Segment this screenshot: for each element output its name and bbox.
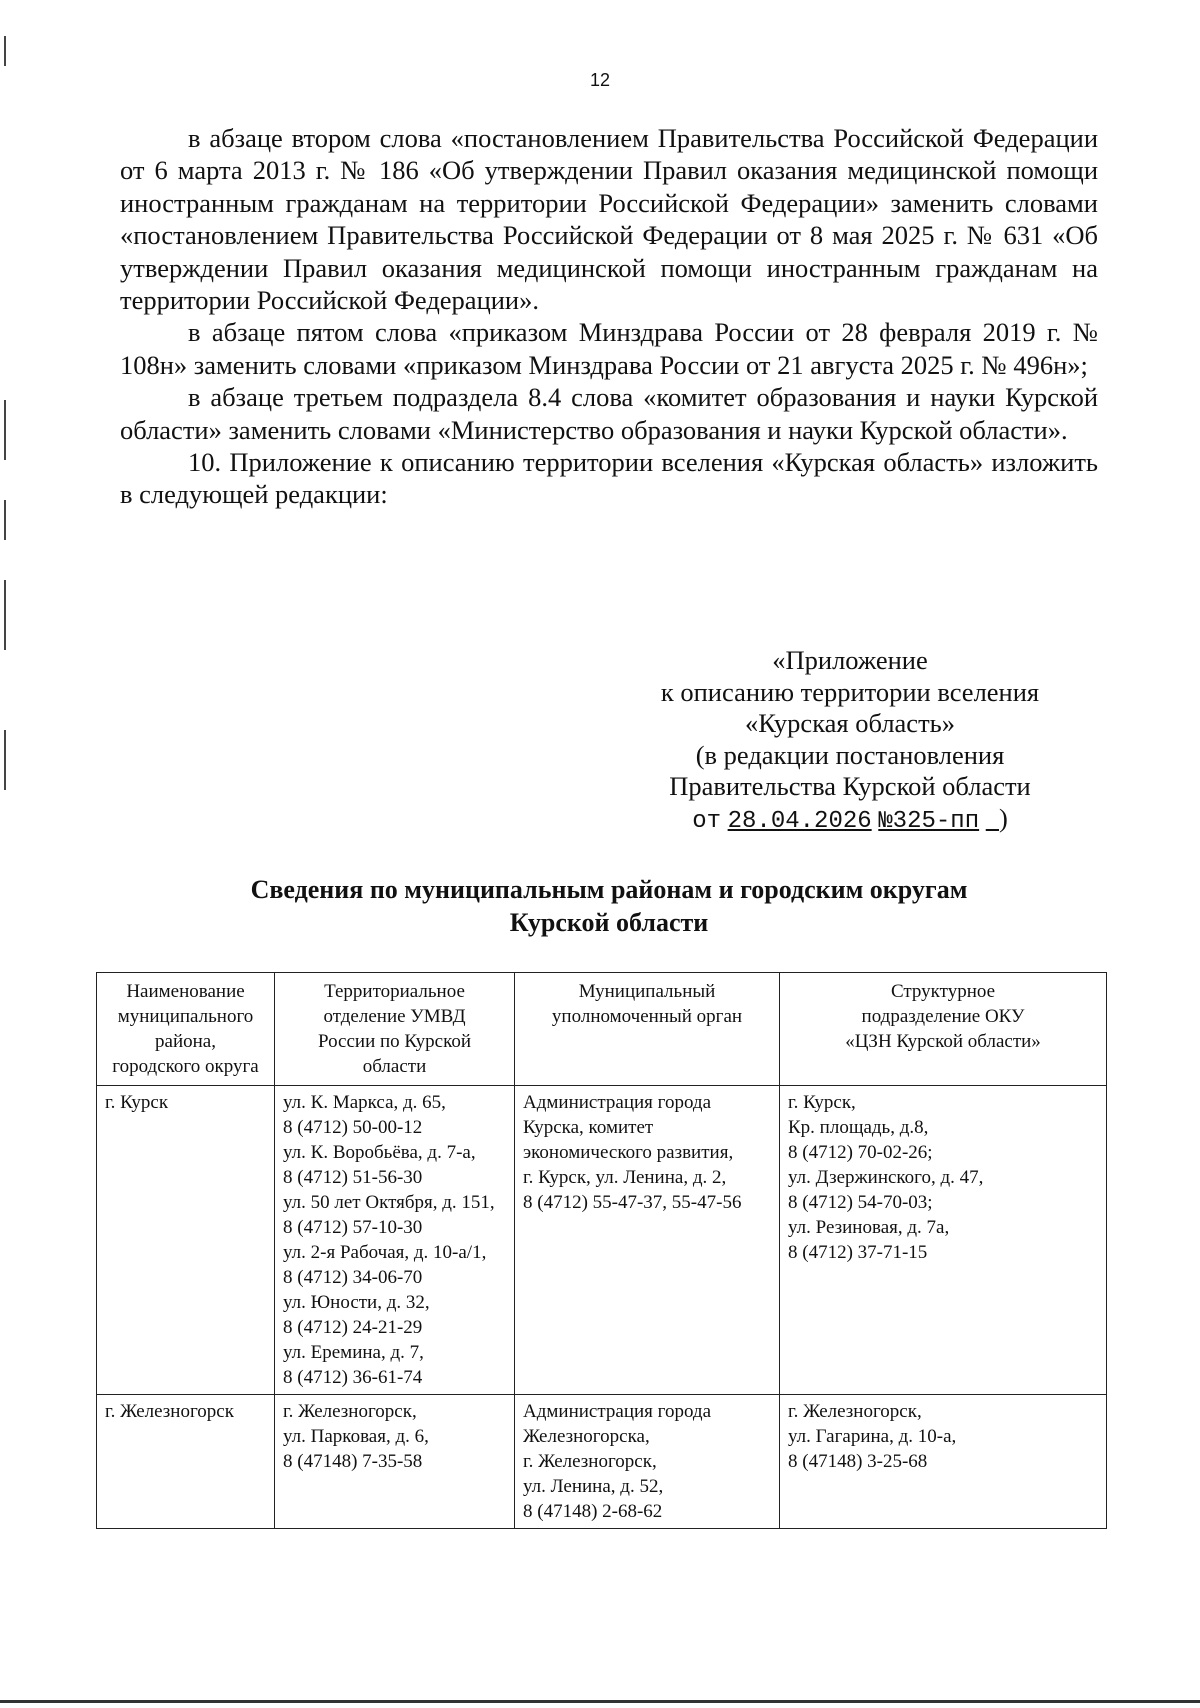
cell-line: Территориальное <box>324 981 465 1002</box>
cell-line: области <box>362 1056 427 1077</box>
cell-line: 8 (4712) 54-70-03; <box>788 1192 933 1213</box>
cell-line: 8 (47148) 2-68-62 <box>523 1501 663 1522</box>
section-title-line: Сведения по муниципальным районам и городским округам <box>250 875 968 904</box>
cell-authority <box>515 1086 780 1395</box>
section-title-line: Курской области <box>509 908 709 937</box>
paragraph: в абзаце втором слова «постановлением Правительства Российской Федерации от 6 марта 2013 г. № 186 «Об утверждении Правил оказания медицинской помощи иностранным гражданам на территории Российской Федерации» заменить словами «постановлением Правительства Российской Федерации от 8 мая 2025 г. № 631 «Об утверждении Правил оказания медицинской помощи иностранным гражданам на территории Российской Федерации». <box>120 123 1098 316</box>
table-header-row <box>97 973 1107 1086</box>
cell-line: Администрация города <box>523 1401 712 1422</box>
cell-line: г. Курск, <box>788 1092 856 1113</box>
appendix-line: «Приложение <box>772 645 928 675</box>
districts-table <box>96 972 1107 1529</box>
cell-line: 8 (47148) 7-35-58 <box>283 1451 423 1472</box>
scan-edge-mark <box>4 400 6 460</box>
cell-line: г. Курск, ул. Ленина, д. 2, <box>523 1167 727 1188</box>
cell-line: ул. Гагарина, д. 10-а, <box>788 1426 957 1447</box>
cell-line: ул. Ленина, д. 52, <box>523 1476 664 1497</box>
cell-line: 8 (4712) 37-71-15 <box>788 1242 928 1263</box>
cell-line: ул. 50 лет Октября, д. 151, <box>283 1192 495 1213</box>
decree-date: 28.04.2026 <box>727 807 872 835</box>
cell-line: муниципального <box>117 1006 254 1027</box>
cell-line: Курска, комитет <box>523 1117 654 1138</box>
cell-line: подразделение ОКУ <box>861 1006 1025 1027</box>
scan-edge-mark <box>4 730 6 790</box>
cell-line: г. Железногорск, <box>788 1401 922 1422</box>
cell-line: 8 (4712) 51-56-30 <box>283 1167 423 1188</box>
table-row <box>97 1086 1107 1395</box>
cell-authority <box>515 1395 780 1529</box>
paragraph: 10. Приложение к описанию территории вселения «Курская область» изложить в следующей редакции: <box>120 447 1098 510</box>
cell-line: Муниципальный <box>578 981 716 1002</box>
scan-edge-mark <box>4 500 6 540</box>
appendix-line: Правительства Курской области <box>669 771 1031 801</box>
table-row <box>97 1395 1107 1529</box>
cell-line: Структурное <box>890 981 996 1002</box>
cell-line: отделение УМВД <box>323 1006 466 1027</box>
cell-line: «ЦЗН Курской области» <box>845 1031 1041 1052</box>
cell-line: 8 (4712) 55-47-37, 55-47-56 <box>523 1192 742 1213</box>
paragraph: в абзаце пятом слова «приказом Минздрава России от 28 февраля 2019 г. № 108н» заменить словами «приказом Минздрава России от 21 августа 2025 г. № 496н»; <box>120 317 1098 380</box>
section-title <box>120 873 1098 939</box>
cell-line: ул. Резиновая, д. 7а, <box>788 1217 950 1238</box>
cell-czn <box>780 1086 1107 1395</box>
cell-umvd <box>275 1086 515 1395</box>
page-number: 12 <box>589 70 611 90</box>
header-district <box>97 973 275 1086</box>
cell-line: 8 (4712) 24-21-29 <box>283 1317 423 1338</box>
cell-line: ул. Парковая, д. 6, <box>283 1426 429 1447</box>
cell-czn <box>780 1395 1107 1529</box>
cell-district: г. Курск <box>97 1086 275 1395</box>
cell-line: Администрация города <box>523 1092 712 1113</box>
cell-line: городского округа <box>112 1056 259 1077</box>
cell-line: 8 (4712) 34-06-70 <box>283 1267 423 1288</box>
cell-line: ул. К. Маркса, д. 65, <box>283 1092 446 1113</box>
appendix-header <box>630 645 1070 837</box>
appendix-date-line <box>630 803 1070 838</box>
scan-bottom-edge <box>0 1700 1200 1703</box>
cell-line: ул. К. Воробьёва, д. 7-а, <box>283 1142 476 1163</box>
cell-line: г. Железногорск, <box>283 1401 417 1422</box>
cell-line: Железногорска, <box>523 1426 650 1447</box>
cell-line: ул. Еремина, д. 7, <box>283 1342 424 1363</box>
cell-line: ул. 2-я Рабочая, д. 10-а/1, <box>283 1242 487 1263</box>
cell-line: г. Железногорск, <box>523 1451 657 1472</box>
cell-line: Кр. площадь, д.8, <box>788 1117 929 1138</box>
header-authority <box>515 973 780 1086</box>
cell-line: ул. Дзержинского, д. 47, <box>788 1167 984 1188</box>
appendix-line: (в редакции постановления <box>695 739 1005 770</box>
cell-line: 8 (47148) 3-25-68 <box>788 1451 928 1472</box>
cell-line: 8 (4712) 57-10-30 <box>283 1217 423 1238</box>
cell-line: района, <box>155 1031 216 1052</box>
scan-edge-mark <box>4 36 6 66</box>
cell-line: 8 (4712) 50-00-12 <box>283 1117 423 1138</box>
cell-line: 8 (4712) 70-02-26; <box>788 1142 933 1163</box>
header-umvd <box>275 973 515 1086</box>
cell-line: 8 (4712) 36-61-74 <box>283 1367 423 1388</box>
paragraph: в абзаце третьем подраздела 8.4 слова «комитет образования и науки Курской области» заменить словами «Министерство образования и науки Курской области». <box>120 382 1098 445</box>
cell-line: России по Курской <box>317 1031 472 1052</box>
header-czn <box>780 973 1107 1086</box>
decree-number: №325-пп <box>878 807 980 835</box>
date-prefix: от <box>692 807 721 835</box>
scan-edge-mark <box>4 580 6 650</box>
appendix-line: к описанию территории вселения <box>660 676 1040 707</box>
cell-line: Наименование <box>126 981 245 1002</box>
cell-line: экономического развития, <box>523 1142 734 1163</box>
cell-line: ул. Юности, д. 32, <box>283 1292 430 1313</box>
cell-line: уполномоченный орган <box>551 1006 743 1027</box>
cell-umvd <box>275 1395 515 1529</box>
body-text <box>120 122 1098 511</box>
appendix-line: «Курская область» <box>745 708 955 738</box>
cell-district: г. Железногорск <box>97 1395 275 1529</box>
closing-paren: ) <box>998 802 1008 833</box>
